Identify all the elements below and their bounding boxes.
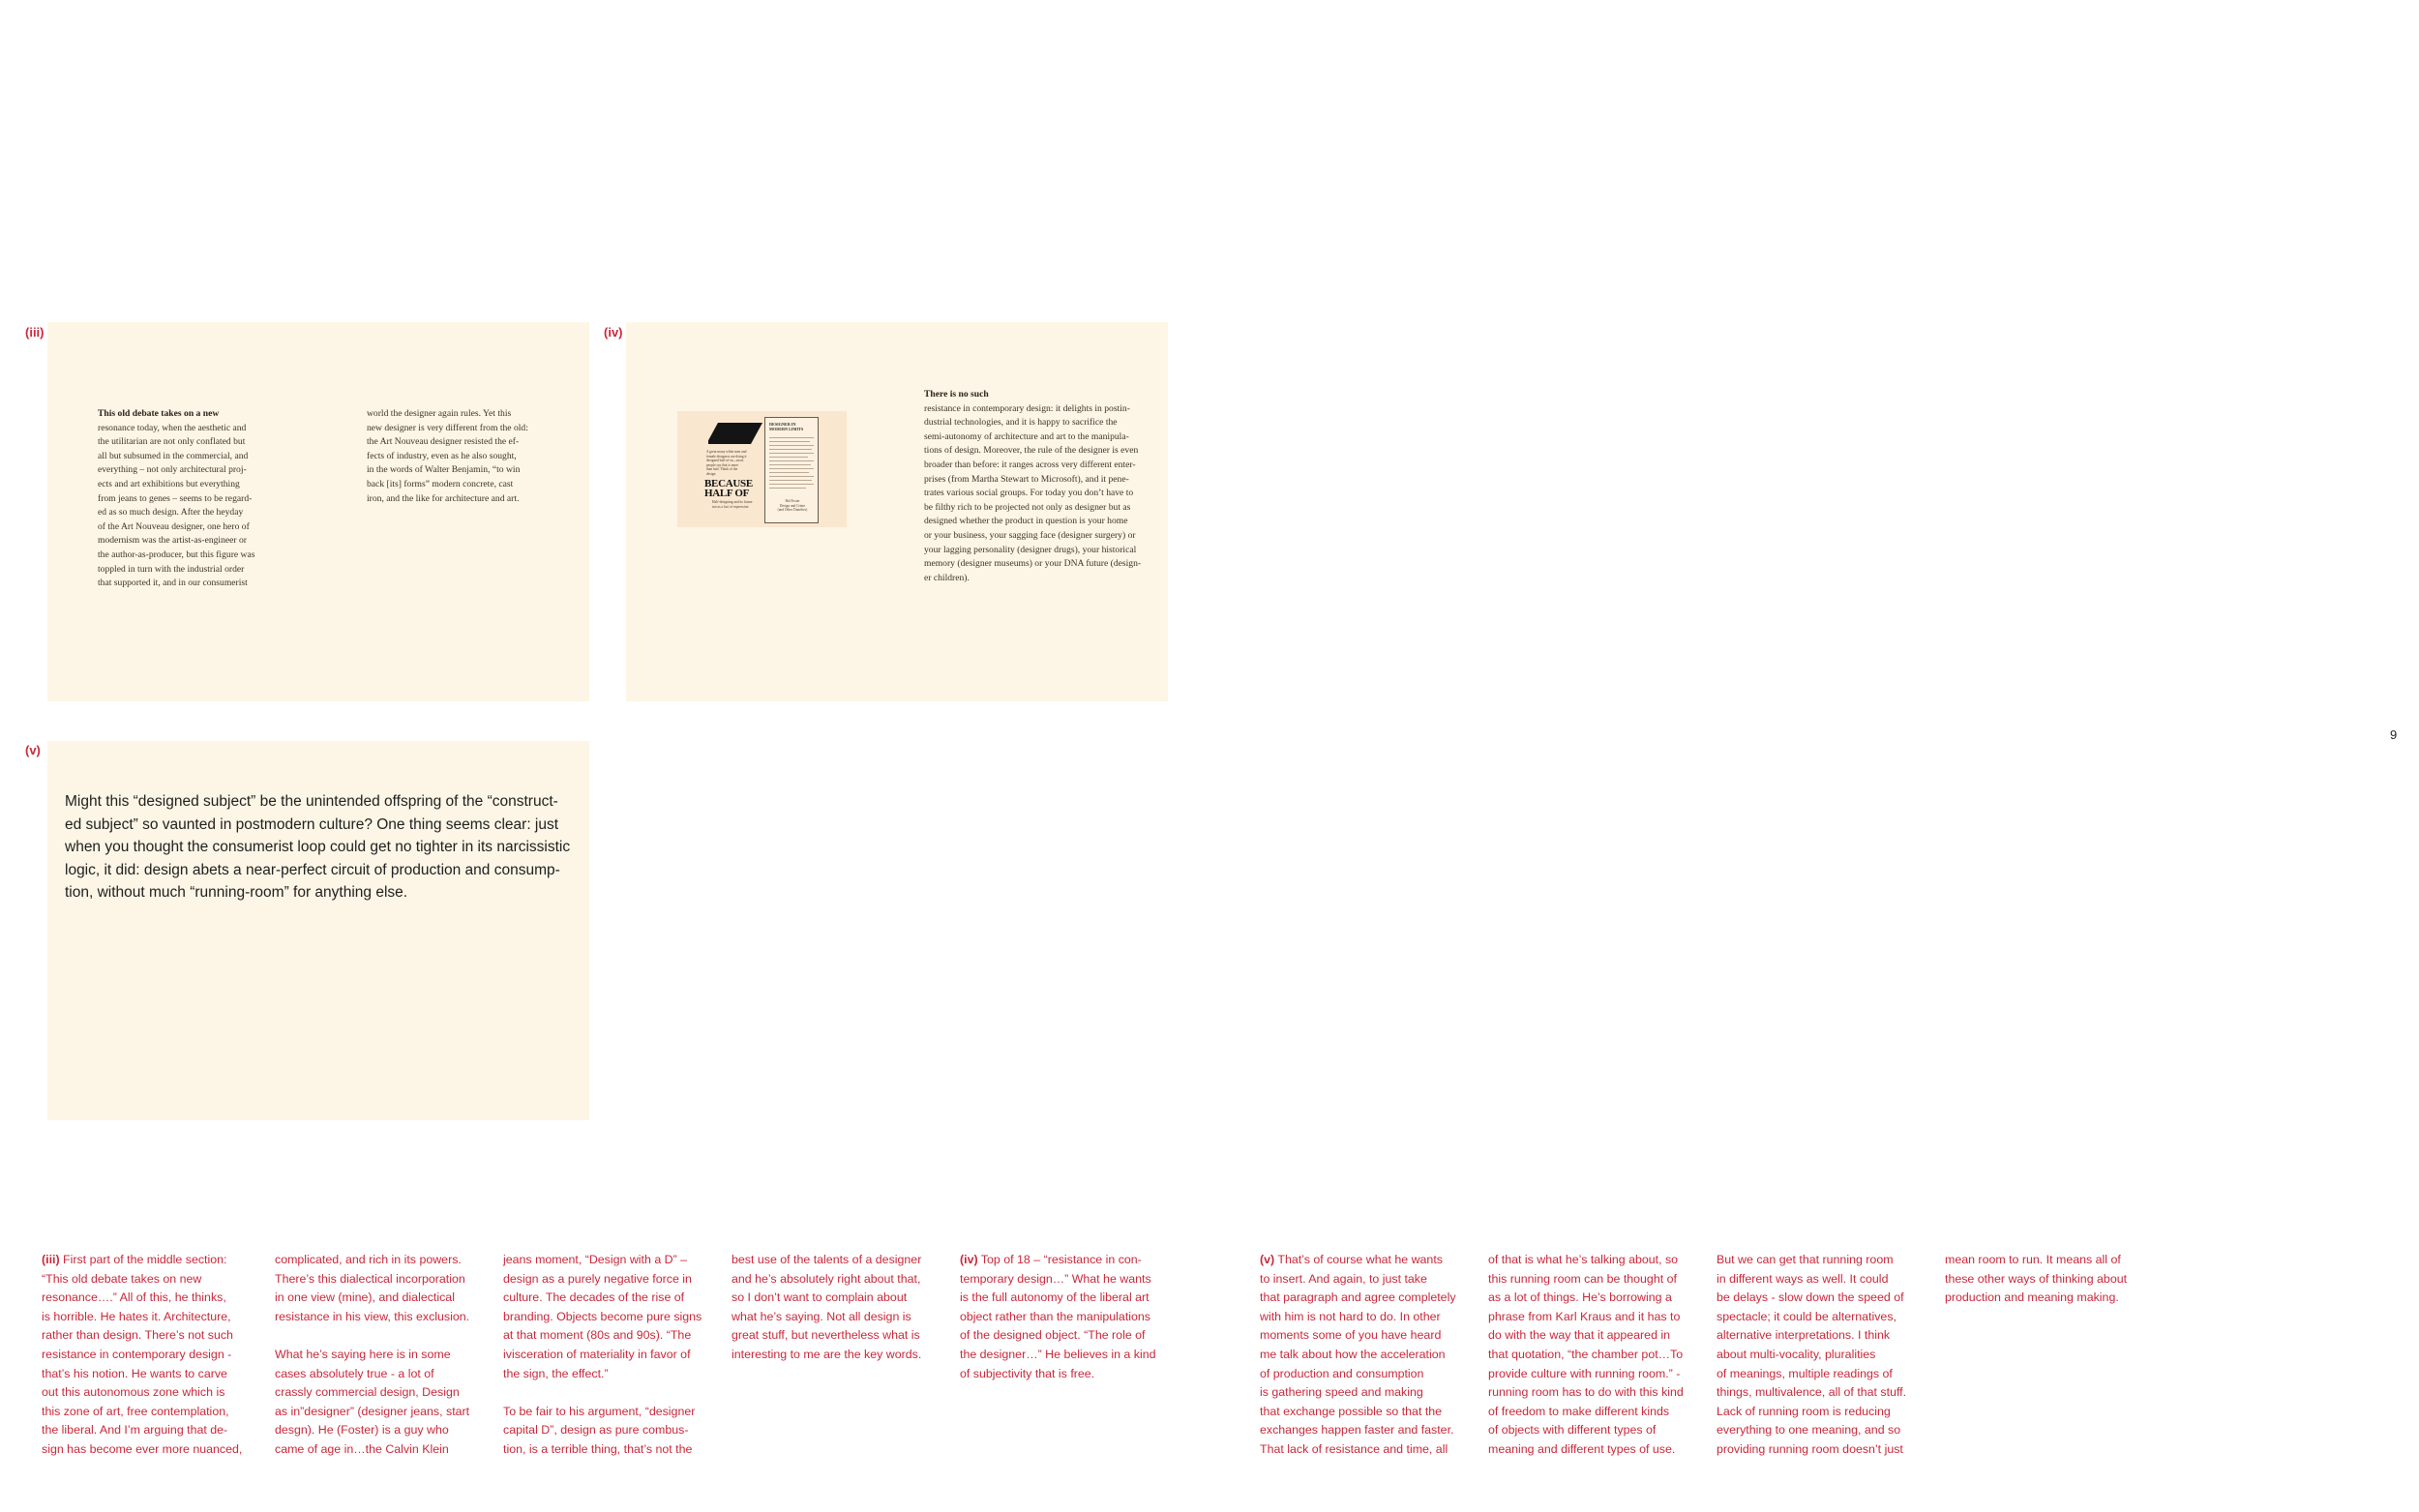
poster-rule	[769, 460, 814, 461]
poster-right-credit: Hal Foster Design and Crime (and Other Diatribes)	[777, 499, 808, 513]
poster-rule	[769, 453, 814, 454]
poster-half-of-title: BECAUSE HALF OF	[704, 478, 753, 499]
poster-right-title: DESIGNER IN MODERN LIMITS	[769, 422, 804, 431]
poster-right-page	[764, 417, 819, 523]
page-number: 9	[2390, 727, 2398, 742]
notes-column-7: of that is what he’s talking about, so this running room can be thought of as a lot of things. He’s borrowing a phrase from Karl Kraus and it has to do with the way that it appeared in that quotation, “the chamber pot…To provide culture with running room.” - running room has to do with this kind of freedom to make different kinds of objects with different types of meaning and different types of use.	[1488, 1253, 1684, 1456]
poster-rule	[769, 488, 806, 489]
panel-iii-heading: This old debate takes on a new	[98, 408, 220, 419]
poster-rule	[769, 480, 812, 481]
notes-column-2: complicated, and rich in its powers. There’s this dialectical incorporation in one view (mine), and dialectical resistance in his view, this exclusion. What he’s saying here is in some cases absolutely true - a lot of crassly commercial design, Design as in”designer” (designer jeans, start desgn). He (Foster) is a guy who came of age in…the Calvin Klein	[275, 1253, 470, 1456]
poster-rule	[769, 449, 812, 450]
notes-lead-iv: Top of 18 – “resistance in con-	[977, 1253, 1142, 1266]
notes-column-1	[42, 1251, 274, 1460]
poster-rule	[769, 441, 810, 442]
panel-iv-text	[924, 388, 1164, 585]
notes-column-4: best use of the talents of a designer and he’s absolutely right about that, so I don’t want to complain about what he’s saying. Not all design is great stuff, but nevertheless what is interesting to me are the key words.	[732, 1253, 922, 1361]
poster-left-bottom-text: Half-designing and its future not as a fact of expression	[712, 500, 753, 509]
notes-column-9: mean room to run. It means all of these other ways of thinking about production and meaning making.	[1945, 1253, 2128, 1305]
panel-v-label: (v)	[25, 743, 41, 757]
panel-v-quote: Might this “designed subject” be the unintended offspring of the “construct- ed subject” so vaunted in postmodern culture? One thing seems clear: just when you thought the consumerist loop could get no tighter in its narcissistic logic, it did: design abets a near-perfect circuit of production and consump- tion, without much “running-room” for anything else.	[65, 793, 571, 902]
notes-label-iii: (iii)	[42, 1253, 60, 1266]
panel-iv-body: resistance in contemporary design: it delights in postin- dustrial technologies, and it is happy to sacrifice the semi-autonomy of architecture and art to the manipula- tions of design. Moreover, the rule of the designer is even broader than before: it ranges across very different enter- prises (from Martha Stewart to Microsoft), and it pene- trates various social groups. For today you don’t have to be filthy rich to be projected not only as designer but as designed whether the product in question is your home or your business, your sagging face (designer surgery) or your lagging personality (designer drugs), your historical memory (designer museums) or your DNA future (design- er children).	[924, 402, 1142, 583]
panel-iii	[47, 322, 589, 701]
notes-column-5-text: temporary design…” What he wants is the full autonomy of the liberal art object rather than the manipulations of the designed object. “The role of the designer…” He believes in a kind of subjectivity that is free.	[960, 1271, 1156, 1380]
panel-iv-label: (iv)	[604, 325, 623, 340]
book-cover-thumbnail	[677, 411, 847, 527]
notes-column-8: But we can get that running room in different ways as well. It could be delays - slow down the speed of spectacle; it could be alternatives, alternative interpretations. I think about multi-vocality, pluralities of meanings, multiple readings of things, multivalence, all of that stuff. Lack of running room is reducing everything to one meaning, and so providing running room doesn’t just	[1717, 1253, 1907, 1456]
notes-column-5	[960, 1251, 1192, 1383]
notes-column-1-text: “This old debate takes on new resonance….” All of this, he thinks, is horrible. He hates it. Architecture, rather than design. There’s not such resistance in contemporary design - that’s his notion. He wants to carve out this autonomous zone which is this zone of art, free contemplation, the liberal. And I’m arguing that de- sign has become ever more nuanced,	[42, 1271, 243, 1456]
panel-iii-column-1	[98, 407, 282, 591]
poster-rule	[769, 484, 814, 485]
poster-rule	[769, 476, 814, 477]
poster-rule	[769, 437, 814, 438]
panel-iv-heading: There is no such	[924, 389, 989, 400]
notes-column-6-text: to insert. And again, to just take that paragraph and agree completely with him is not hard to do. In other moments some of you have heard me talk about how the acceleration of production and consumption is gathering speed and making that exchange possible so that the exchanges happen faster and faster. That lack of resistance and time, all	[1260, 1271, 1456, 1456]
poster-rule	[769, 457, 808, 458]
poster-left-small-text: A great many white men and female designers are doing it designed half-of-us—most people say that is more than half. Think of the design	[706, 450, 747, 476]
notes-lead-iii: First part of the middle section:	[59, 1253, 227, 1266]
notes-column-3: jeans moment, “Design with a D” – design as a purely negative force in culture. The decades of the rise of branding. Objects become pure signs at that moment (80s and 90s). “The ivisceration of materiality in favor of the sign, the effect.” To be fair to his argument, “designer capital D”, design as pure combus- tion, is a terrible thing, that’s not the	[503, 1253, 702, 1456]
panel-iii-label: (iii)	[25, 325, 45, 340]
panel-v	[47, 741, 589, 1120]
notes-column-6	[1260, 1251, 1492, 1460]
poster-rule	[769, 464, 811, 465]
poster-rule	[769, 468, 814, 469]
poster-rule	[769, 472, 809, 473]
panel-iii-column-1-text: resonance today, when the aesthetic and the utilitarian are not only conflated but all but subsumed in the commercial, and everything – not only architectural proj- ects and art exhibitions but everything from jeans to genes – seems to be regard- ed as so much design. After the heyday of the Art Nouveau designer, one hero of modernism was the artist-as-engineer or the author-as-producer, but this figure was toppled in turn with the industrial order that supported it, and in our consumerist	[98, 422, 255, 589]
notes-label-iv: (iv)	[960, 1253, 978, 1266]
poster-rule	[769, 445, 814, 446]
notes-lead-v: That’s of course what he wants	[1274, 1253, 1443, 1266]
notes-label-v: (v)	[1260, 1253, 1275, 1266]
panel-iii-column-2: world the designer again rules. Yet this new designer is very different from the old: the Art Nouveau designer resisted the ef- fects of industry, even as he also sought, in the words of Walter Benjamin, “to win back [its] forms” modern concrete, cast iron, and the like for architecture and art.	[367, 408, 528, 504]
